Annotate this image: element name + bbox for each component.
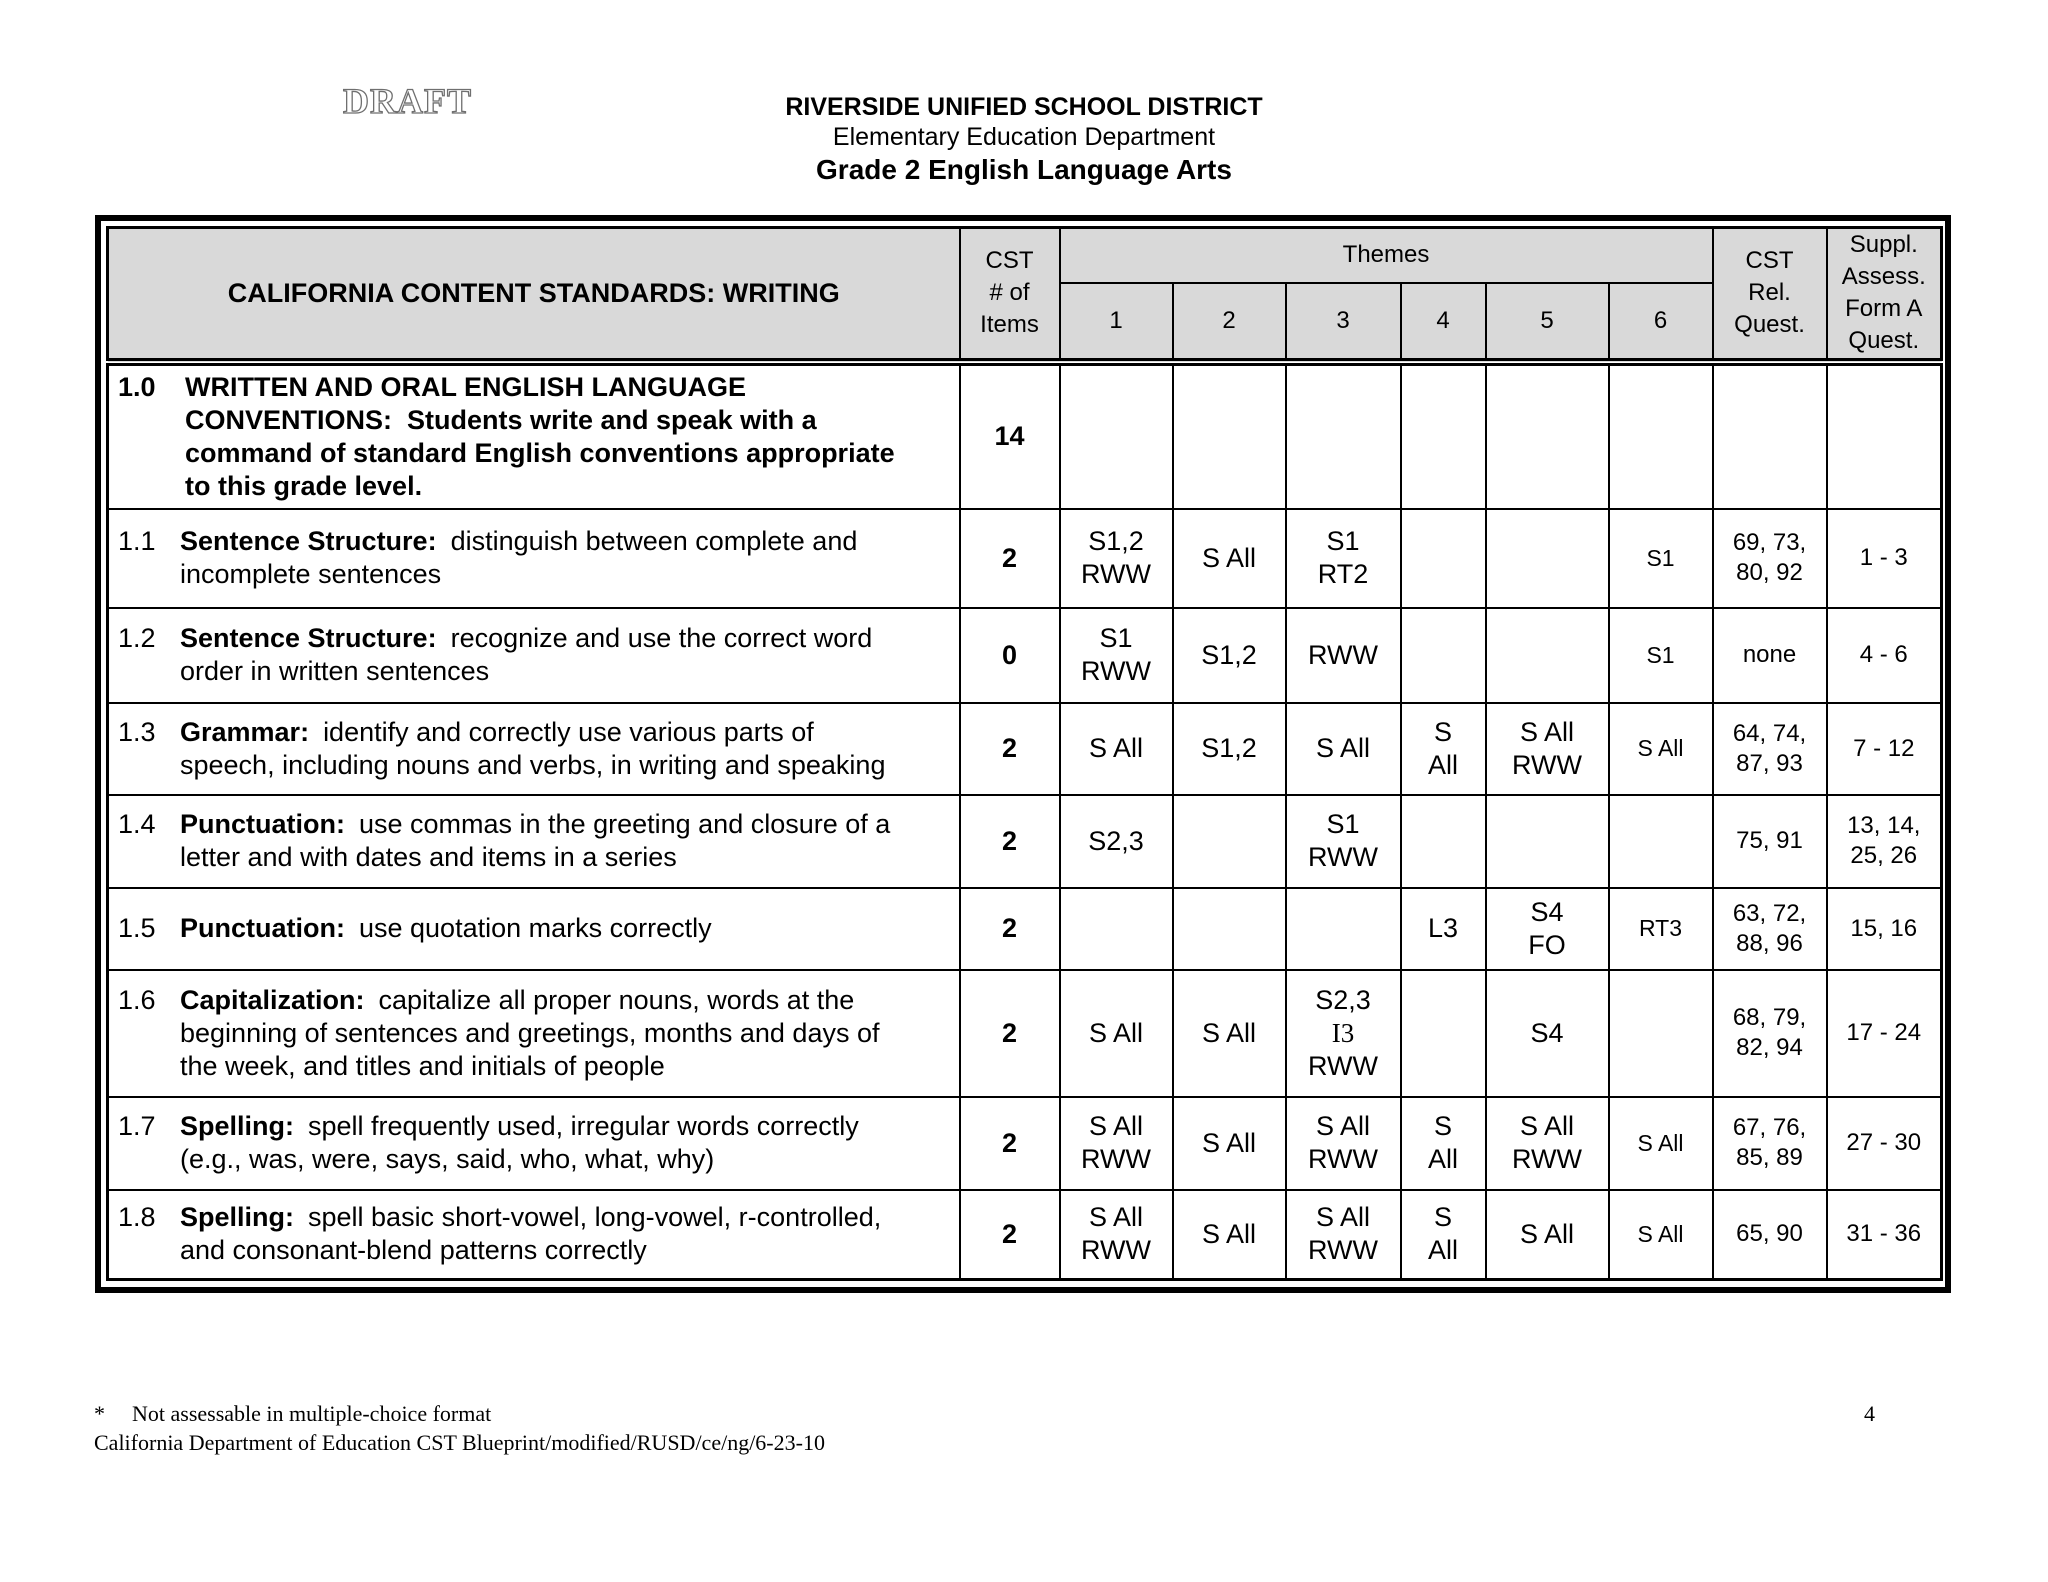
suppl-assess-cell <box>1827 608 1942 703</box>
question-numbers: 25, 26 <box>1850 842 1918 869</box>
header-line: Assess. <box>1841 263 1926 291</box>
question-numbers: 65, 90 <box>1736 1220 1803 1248</box>
cst-rel-quest-cell <box>1713 970 1827 1097</box>
header-line: CST <box>985 247 1034 275</box>
cst-rel-quest-cell <box>1713 608 1827 703</box>
standard-number: 1.8 <box>118 1202 156 1233</box>
theme-4-cell <box>1401 608 1486 703</box>
theme-number-header: 5 <box>1486 283 1609 362</box>
theme-value: S1,2 <box>1201 733 1257 763</box>
theme-4-cell <box>1401 509 1486 608</box>
standard-label: Punctuation: <box>180 809 345 839</box>
theme-6-cell <box>1609 362 1713 509</box>
question-numbers: 13, 14, <box>1847 812 1921 839</box>
theme-3-cell <box>1286 703 1401 795</box>
theme-value: S All <box>1519 1218 1575 1249</box>
question-numbers: none <box>1742 641 1797 668</box>
standard-number: 1.3 <box>118 716 156 747</box>
theme-value: S <box>1433 716 1452 747</box>
question-numbers: 15, 16 <box>1850 914 1918 942</box>
standard-label: Capitalization: <box>180 984 365 1015</box>
theme-value: S1 <box>1326 809 1360 839</box>
standard-cell <box>108 795 960 888</box>
theme-value: All <box>1427 749 1458 780</box>
theme-value: RWW <box>1512 749 1582 780</box>
theme-4-cell <box>1401 362 1486 509</box>
suppl-assess-cell <box>1827 362 1942 509</box>
theme-value: S <box>1433 1202 1452 1233</box>
theme-value: S1,2 <box>1201 639 1257 670</box>
theme-4-cell <box>1401 795 1486 888</box>
standard-text-line: WRITTEN AND ORAL ENGLISH LANGUAGE <box>185 371 746 402</box>
theme-value: S2,3 <box>1088 825 1144 856</box>
theme-6-cell <box>1609 970 1713 1097</box>
theme-6-cell <box>1609 703 1713 795</box>
theme-value: S1 <box>1646 641 1675 668</box>
header-line: Items <box>980 311 1039 339</box>
theme-2-cell <box>1173 608 1286 703</box>
question-numbers: 69, 73, <box>1732 529 1807 556</box>
header-line: Quest. <box>1848 327 1920 355</box>
theme-3-cell <box>1286 362 1401 509</box>
draft-watermark: DRAFT <box>343 81 472 121</box>
standard-row <box>108 362 1942 509</box>
theme-4-cell <box>1401 888 1486 970</box>
standard-text-line: incomplete sentences <box>180 559 442 589</box>
theme-1-cell <box>1060 1097 1173 1190</box>
question-numbers: 85, 89 <box>1736 1144 1803 1171</box>
standard-number: 1.2 <box>118 623 156 653</box>
standard-row <box>108 970 1942 1097</box>
theme-value: RWW <box>1308 1144 1378 1174</box>
theme-value: S All <box>1088 1017 1144 1048</box>
standards-table-frame <box>95 215 1951 1293</box>
standard-text-line: and consonant-blend patterns correctly <box>180 1235 647 1266</box>
standard-text-line: use quotation marks correctly <box>358 913 712 943</box>
theme-3-cell <box>1286 1190 1401 1280</box>
suppl-assess-column-header <box>1827 228 1942 362</box>
standard-row <box>108 703 1942 795</box>
theme-value: S4 <box>1530 1017 1564 1048</box>
cst-items-count: 2 <box>960 795 1060 888</box>
standard-cell <box>108 888 960 970</box>
standard-text-line: capitalize all proper nouns, words at the <box>378 984 855 1015</box>
theme-2-cell <box>1173 1097 1286 1190</box>
theme-value: S All <box>1088 1202 1144 1233</box>
theme-value: S All <box>1519 716 1575 747</box>
theme-1-cell <box>1060 608 1173 703</box>
theme-value: S1 <box>1099 623 1133 653</box>
theme-4-cell <box>1401 1097 1486 1190</box>
question-numbers: 68, 79, <box>1732 1004 1807 1031</box>
theme-3-cell <box>1286 795 1401 888</box>
theme-5-cell <box>1486 703 1609 795</box>
standard-text-line: CONVENTIONS: Students write and speak with a <box>185 404 817 435</box>
header-line: Form A <box>1845 295 1923 323</box>
theme-value: S All <box>1088 733 1144 763</box>
cst-items-count: 2 <box>960 703 1060 795</box>
cst-items-count: 0 <box>960 608 1060 703</box>
standard-text-line: (e.g., was, were, says, said, who, what, why) <box>180 1144 715 1174</box>
theme-2-cell <box>1173 703 1286 795</box>
theme-5-cell <box>1486 608 1609 703</box>
standard-text-line: beginning of sentences and greetings, months and days of <box>180 1017 880 1048</box>
header-line: Rel. <box>1748 279 1791 307</box>
standard-row <box>108 888 1942 970</box>
theme-value: S4 <box>1530 896 1564 927</box>
question-numbers: 88, 96 <box>1736 929 1803 957</box>
standard-row <box>108 1190 1942 1280</box>
question-numbers: 87, 93 <box>1736 749 1803 777</box>
standard-cell <box>108 1190 960 1280</box>
standard-text-line: command of standard English conventions appropriate <box>185 437 895 468</box>
theme-value: S All <box>1637 1220 1684 1247</box>
cst-rel-quest-cell <box>1713 888 1827 970</box>
theme-value: S All <box>1637 1129 1684 1156</box>
question-numbers: 75, 91 <box>1736 827 1803 854</box>
theme-5-cell <box>1486 362 1609 509</box>
standard-cell <box>108 970 960 1097</box>
standard-row <box>108 795 1942 888</box>
theme-4-cell <box>1401 970 1486 1097</box>
standard-row <box>108 1097 1942 1190</box>
theme-5-cell <box>1486 888 1609 970</box>
question-numbers: 1 - 3 <box>1859 544 1908 571</box>
theme-5-cell <box>1486 1190 1609 1280</box>
theme-value: S All <box>1201 1127 1257 1158</box>
theme-value: S All <box>1201 542 1257 573</box>
theme-6-cell <box>1609 608 1713 703</box>
question-numbers: 4 - 6 <box>1859 641 1908 668</box>
cst-items-count: 2 <box>960 888 1060 970</box>
theme-1-cell <box>1060 1190 1173 1280</box>
theme-number-header: 6 <box>1609 283 1713 362</box>
theme-4-cell <box>1401 703 1486 795</box>
standard-cell <box>108 703 960 795</box>
theme-6-cell <box>1609 509 1713 608</box>
theme-value: RT2 <box>1317 559 1369 589</box>
theme-1-cell <box>1060 509 1173 608</box>
theme-number-header: 4 <box>1401 283 1486 362</box>
theme-value: RWW <box>1081 1235 1151 1266</box>
question-numbers: 27 - 30 <box>1846 1129 1922 1156</box>
theme-value: RWW <box>1308 1235 1378 1266</box>
theme-2-cell <box>1173 1190 1286 1280</box>
standard-text-line: order in written sentences <box>180 656 490 686</box>
question-numbers: 31 - 36 <box>1846 1220 1922 1248</box>
cst-rel-quest-cell <box>1713 795 1827 888</box>
theme-value: S <box>1433 1111 1452 1141</box>
suppl-assess-cell <box>1827 1097 1942 1190</box>
theme-2-cell <box>1173 362 1286 509</box>
theme-6-cell <box>1609 888 1713 970</box>
cst-items-count: 2 <box>960 509 1060 608</box>
question-numbers: 63, 72, <box>1732 899 1807 927</box>
cst-rel-quest-cell <box>1713 1190 1827 1280</box>
department-name: Elementary Education Department <box>832 123 1216 151</box>
theme-2-cell <box>1173 970 1286 1097</box>
theme-2-cell <box>1173 509 1286 608</box>
cst-items-column-header <box>960 228 1060 362</box>
theme-6-cell <box>1609 1190 1713 1280</box>
theme-value: RWW <box>1308 842 1378 872</box>
cst-items-count: 14 <box>960 362 1060 509</box>
question-numbers: 7 - 12 <box>1853 734 1915 762</box>
standard-cell <box>108 1097 960 1190</box>
suppl-assess-cell <box>1827 1190 1942 1280</box>
standard-text-line: speech, including nouns and verbs, in writing and speaking <box>180 749 886 780</box>
question-numbers: 64, 74, <box>1732 719 1807 747</box>
suppl-assess-cell <box>1827 970 1942 1097</box>
theme-value: All <box>1427 1235 1458 1266</box>
standard-cell <box>108 362 960 509</box>
theme-1-cell <box>1060 362 1173 509</box>
theme-value: RWW <box>1308 639 1378 670</box>
themes-column-header: Themes <box>1060 228 1713 283</box>
district-name: RIVERSIDE UNIFIED SCHOOL DISTRICT <box>785 93 1263 121</box>
standard-label: Grammar: <box>180 716 310 747</box>
standard-number: 1.7 <box>118 1111 156 1141</box>
theme-value: S1,2 <box>1088 526 1144 556</box>
theme-1-cell <box>1060 970 1173 1097</box>
standard-label: Spelling: <box>180 1111 294 1141</box>
theme-3-cell <box>1286 970 1401 1097</box>
theme-value: I3 <box>1331 1017 1355 1048</box>
footnote <box>94 1401 491 1427</box>
theme-value: S2,3 <box>1315 984 1371 1015</box>
standard-row <box>108 608 1942 703</box>
suppl-assess-cell <box>1827 888 1942 970</box>
theme-3-cell <box>1286 509 1401 608</box>
standard-number: 1.0 <box>118 371 156 402</box>
header-line: # of <box>989 279 1030 307</box>
page-number: 4 <box>1864 1401 1875 1426</box>
theme-1-cell <box>1060 888 1173 970</box>
standard-number: 1.4 <box>118 809 156 839</box>
standard-cell <box>108 608 960 703</box>
theme-5-cell <box>1486 1097 1609 1190</box>
theme-number-header: 3 <box>1286 283 1401 362</box>
theme-3-cell <box>1286 1097 1401 1190</box>
standard-text-line: recognize and use the correct word <box>450 623 873 653</box>
cst-rel-quest-cell <box>1713 362 1827 509</box>
theme-5-cell <box>1486 509 1609 608</box>
suppl-assess-cell <box>1827 703 1942 795</box>
theme-value: S All <box>1315 1111 1371 1141</box>
theme-value: RWW <box>1081 1144 1151 1174</box>
standard-row <box>108 509 1942 608</box>
theme-value: L3 <box>1427 913 1459 943</box>
theme-value: S1 <box>1646 544 1675 571</box>
cst-rel-quest-cell <box>1713 1097 1827 1190</box>
theme-value: S1 <box>1326 526 1360 556</box>
theme-3-cell <box>1286 888 1401 970</box>
suppl-assess-cell <box>1827 795 1942 888</box>
theme-2-cell <box>1173 795 1286 888</box>
standards-column-header: CALIFORNIA CONTENT STANDARDS: WRITING <box>108 228 960 362</box>
standard-text-line: the week, and titles and initials of people <box>180 1050 665 1081</box>
standard-text-line: spell frequently used, irregular words correctly <box>308 1111 859 1141</box>
source-citation: California Department of Education CST Blueprint/modified/RUSD/ce/ng/6-23-10 <box>94 1430 825 1455</box>
theme-value: FO <box>1528 929 1566 960</box>
theme-value: S All <box>1637 735 1684 761</box>
cst-items-count: 2 <box>960 1190 1060 1280</box>
standard-text-line: use commas in the greeting and closure of a <box>358 809 891 839</box>
theme-6-cell <box>1609 795 1713 888</box>
standard-cell <box>108 509 960 608</box>
theme-number-header: 1 <box>1060 283 1173 362</box>
standards-table <box>106 226 1943 1281</box>
cst-items-count: 2 <box>960 1097 1060 1190</box>
document-header <box>0 92 2048 187</box>
cst-rel-quest-cell <box>1713 703 1827 795</box>
standard-number: 1.5 <box>118 913 156 943</box>
standard-text-line: to this grade level. <box>185 470 423 501</box>
table-header <box>108 228 1942 362</box>
theme-value: S All <box>1201 1218 1257 1249</box>
theme-value: S All <box>1315 1202 1371 1233</box>
suppl-assess-cell <box>1827 509 1942 608</box>
standard-label: Sentence Structure: <box>180 526 437 556</box>
theme-value: RT3 <box>1638 915 1683 941</box>
theme-1-cell <box>1060 703 1173 795</box>
header-line: Quest. <box>1734 311 1805 339</box>
cst-rel-quest-column-header <box>1713 228 1827 362</box>
theme-number-header: 2 <box>1173 283 1286 362</box>
theme-6-cell <box>1609 1097 1713 1190</box>
theme-value: RWW <box>1308 1050 1378 1081</box>
theme-value: All <box>1427 1144 1458 1174</box>
theme-value: S All <box>1201 1017 1257 1048</box>
document-title: Grade 2 English Language Arts <box>816 154 1232 185</box>
standard-text-line: identify and correctly use various parts of <box>323 716 814 747</box>
theme-2-cell <box>1173 888 1286 970</box>
theme-value: S All <box>1088 1111 1144 1141</box>
standard-text-line: letter and with dates and items in a series <box>180 842 677 872</box>
standard-label: Sentence Structure: <box>180 623 437 653</box>
footnote-text: Not assessable in multiple-choice format <box>132 1401 492 1426</box>
theme-value: RWW <box>1081 559 1151 589</box>
question-numbers: 67, 76, <box>1732 1114 1807 1141</box>
cst-rel-quest-cell <box>1713 509 1827 608</box>
question-numbers: 80, 92 <box>1736 559 1803 586</box>
theme-3-cell <box>1286 608 1401 703</box>
standard-number: 1.6 <box>118 984 156 1015</box>
question-numbers: 82, 94 <box>1736 1034 1803 1061</box>
theme-value: S All <box>1519 1111 1575 1141</box>
standard-text-line: spell basic short-vowel, long-vowel, r-controlled, <box>308 1202 882 1233</box>
question-numbers: 17 - 24 <box>1846 1019 1922 1046</box>
cst-items-count: 2 <box>960 970 1060 1097</box>
standard-label: Punctuation: <box>180 913 345 943</box>
theme-5-cell <box>1486 970 1609 1097</box>
theme-value: RWW <box>1512 1144 1582 1174</box>
theme-5-cell <box>1486 795 1609 888</box>
theme-value: RWW <box>1081 656 1151 686</box>
footnote-marker: * <box>94 1401 105 1426</box>
standard-text-line: distinguish between complete and <box>450 526 858 556</box>
standard-number: 1.1 <box>118 526 156 556</box>
header-line: Suppl. <box>1849 231 1918 259</box>
theme-1-cell <box>1060 795 1173 888</box>
theme-4-cell <box>1401 1190 1486 1280</box>
header-line: CST <box>1745 247 1794 275</box>
theme-value: S All <box>1315 733 1371 763</box>
standard-label: Spelling: <box>180 1202 294 1233</box>
